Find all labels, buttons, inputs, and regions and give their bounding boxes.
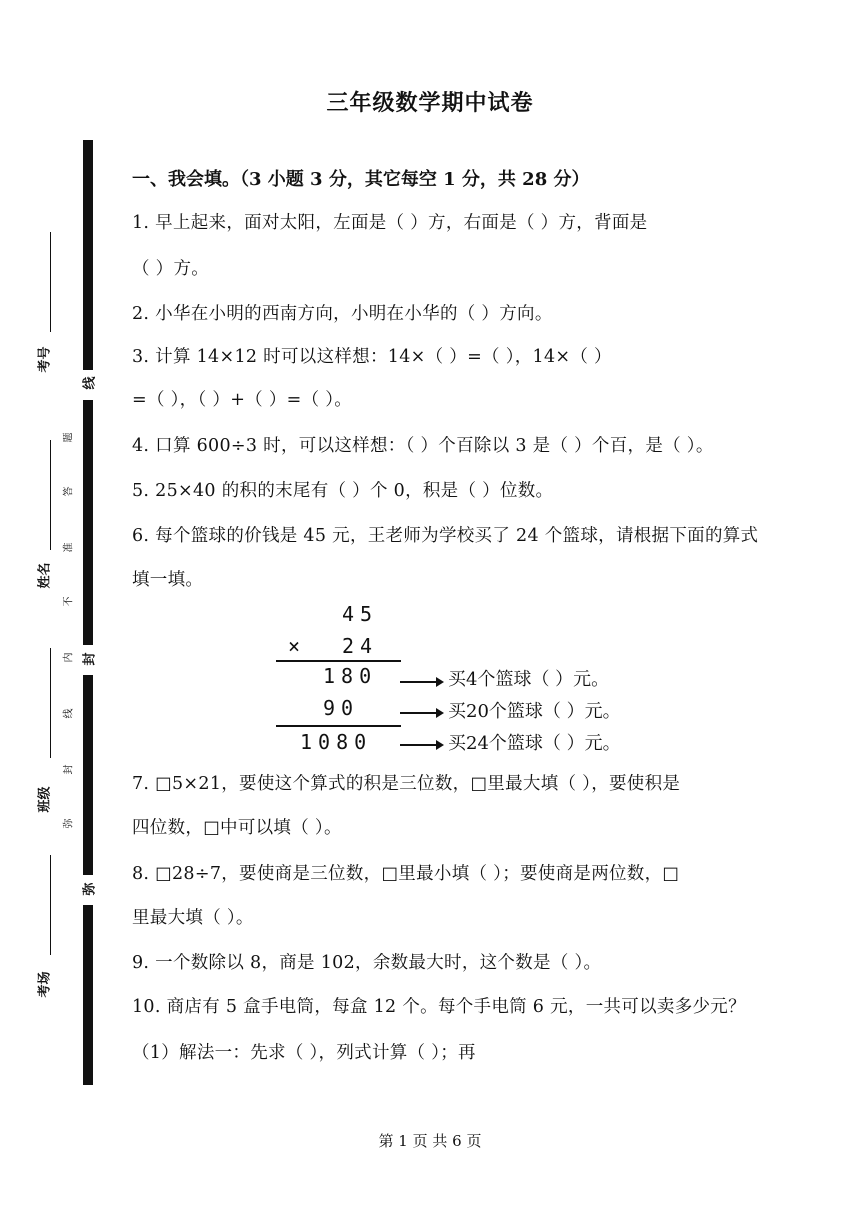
calc-product: 1080 <box>300 730 373 754</box>
binding-bar-3 <box>83 675 93 875</box>
question-1-line-2: （ ）方。 <box>132 259 210 279</box>
calc-multiplier: 24 <box>342 634 379 658</box>
question-2: 2. 小华在小明的西南方向，小明在小华的（ ）方向。 <box>132 304 553 324</box>
question-7-line-2: 四位数，□中可以填（ ）。 <box>132 818 342 838</box>
calc-answer-1: 买4个篮球（ ）元。 <box>448 669 610 690</box>
arrow-1-icon <box>400 676 444 688</box>
kaochang-line <box>50 855 51 955</box>
question-1-line-1: 1. 早上起来，面对太阳，左面是（ ）方，右面是（ ）方，背面是 <box>132 213 648 233</box>
question-6-line-1: 6. 每个篮球的价钱是 45 元，王老师为学校买了 24 个篮球，请根据下面的算式 <box>132 526 759 546</box>
binding-bar-2 <box>83 400 93 645</box>
xingming-label: 姓名 <box>37 562 53 589</box>
question-8-line-1: 8. □28÷7，要使商是三位数，□里最小填（ ）；要使商是两位数，□ <box>132 864 680 884</box>
question-9: 9. 一个数除以 8，商是 102，余数最大时，这个数是（ ）。 <box>132 953 602 973</box>
question-3-line-2: =（ ），（ ）+（ ）=（ ）。 <box>132 390 353 410</box>
calc-answer-3: 买24个篮球（ ）元。 <box>448 733 621 754</box>
kaohao-label: 考号 <box>37 346 53 373</box>
binding-char-xian: 线 <box>79 378 98 390</box>
kaochang-label: 考场 <box>37 971 53 998</box>
question-8-line-2: 里最大填（ ）。 <box>132 908 254 928</box>
binding-char-feng: 封 <box>79 654 98 666</box>
warn-char-nei: 内 <box>63 652 75 663</box>
arrow-2-icon <box>400 707 444 719</box>
question-4: 4. 口算 600÷3 时，可以这样想：（ ）个百除以 3 是（ ）个百，是（ ）。 <box>132 436 714 456</box>
calc-multiplicand: 45 <box>342 602 379 626</box>
banji-line <box>50 648 51 758</box>
warn-char-da: 答 <box>63 486 75 497</box>
calc-answer-2: 买20个篮球（ ）元。 <box>448 701 621 722</box>
binding-char-mi: 弥 <box>79 884 98 896</box>
warn-char-bu: 不 <box>63 596 75 607</box>
calc-partial-1: 180 <box>323 664 378 688</box>
banji-label: 班级 <box>37 786 53 813</box>
warn-char-ti: 题 <box>63 432 75 443</box>
question-6-line-2: 填一填。 <box>132 570 204 590</box>
page-title: 三年级数学期中试卷 <box>326 90 534 116</box>
question-5: 5. 25×40 的积的末尾有（ ）个 0，积是（ ）位数。 <box>132 481 554 501</box>
question-10: 10. 商店有 5 盒手电筒，每盒 12 个。每个手电筒 6 元，一共可以卖多少元？ <box>132 997 746 1017</box>
page-footer: 第 1 页 共 6 页 <box>378 1132 482 1150</box>
calc-operator: × <box>288 634 307 658</box>
arrow-3-icon <box>400 739 444 751</box>
calc-rule-2 <box>276 725 401 727</box>
kaohao-line <box>50 232 51 332</box>
xingming-line <box>50 440 51 550</box>
warn-char-xian: 线 <box>63 708 75 719</box>
question-10-part-1: （1）解法一：先求（ ），列式计算（ ）；再 <box>132 1043 476 1063</box>
warn-char-feng: 封 <box>63 764 75 775</box>
question-3-line-1: 3. 计算 14×12 时可以这样想：14×（ ）=（ ），14×（ ） <box>132 347 612 367</box>
warn-char-zhun: 准 <box>63 542 75 553</box>
calc-partial-2: 90 <box>323 696 360 720</box>
binding-bar-4 <box>83 905 93 1085</box>
binding-bar-1 <box>83 140 93 370</box>
calc-rule-1 <box>276 660 401 662</box>
section-heading-1: 一、我会填。（3 小题 3 分，其它每空 1 分，共 28 分） <box>132 169 590 190</box>
question-7-line-1: 7. □5×21，要使这个算式的积是三位数，□里最大填（ ），要使积是 <box>132 774 681 794</box>
warn-char-mi: 弥 <box>63 818 75 829</box>
